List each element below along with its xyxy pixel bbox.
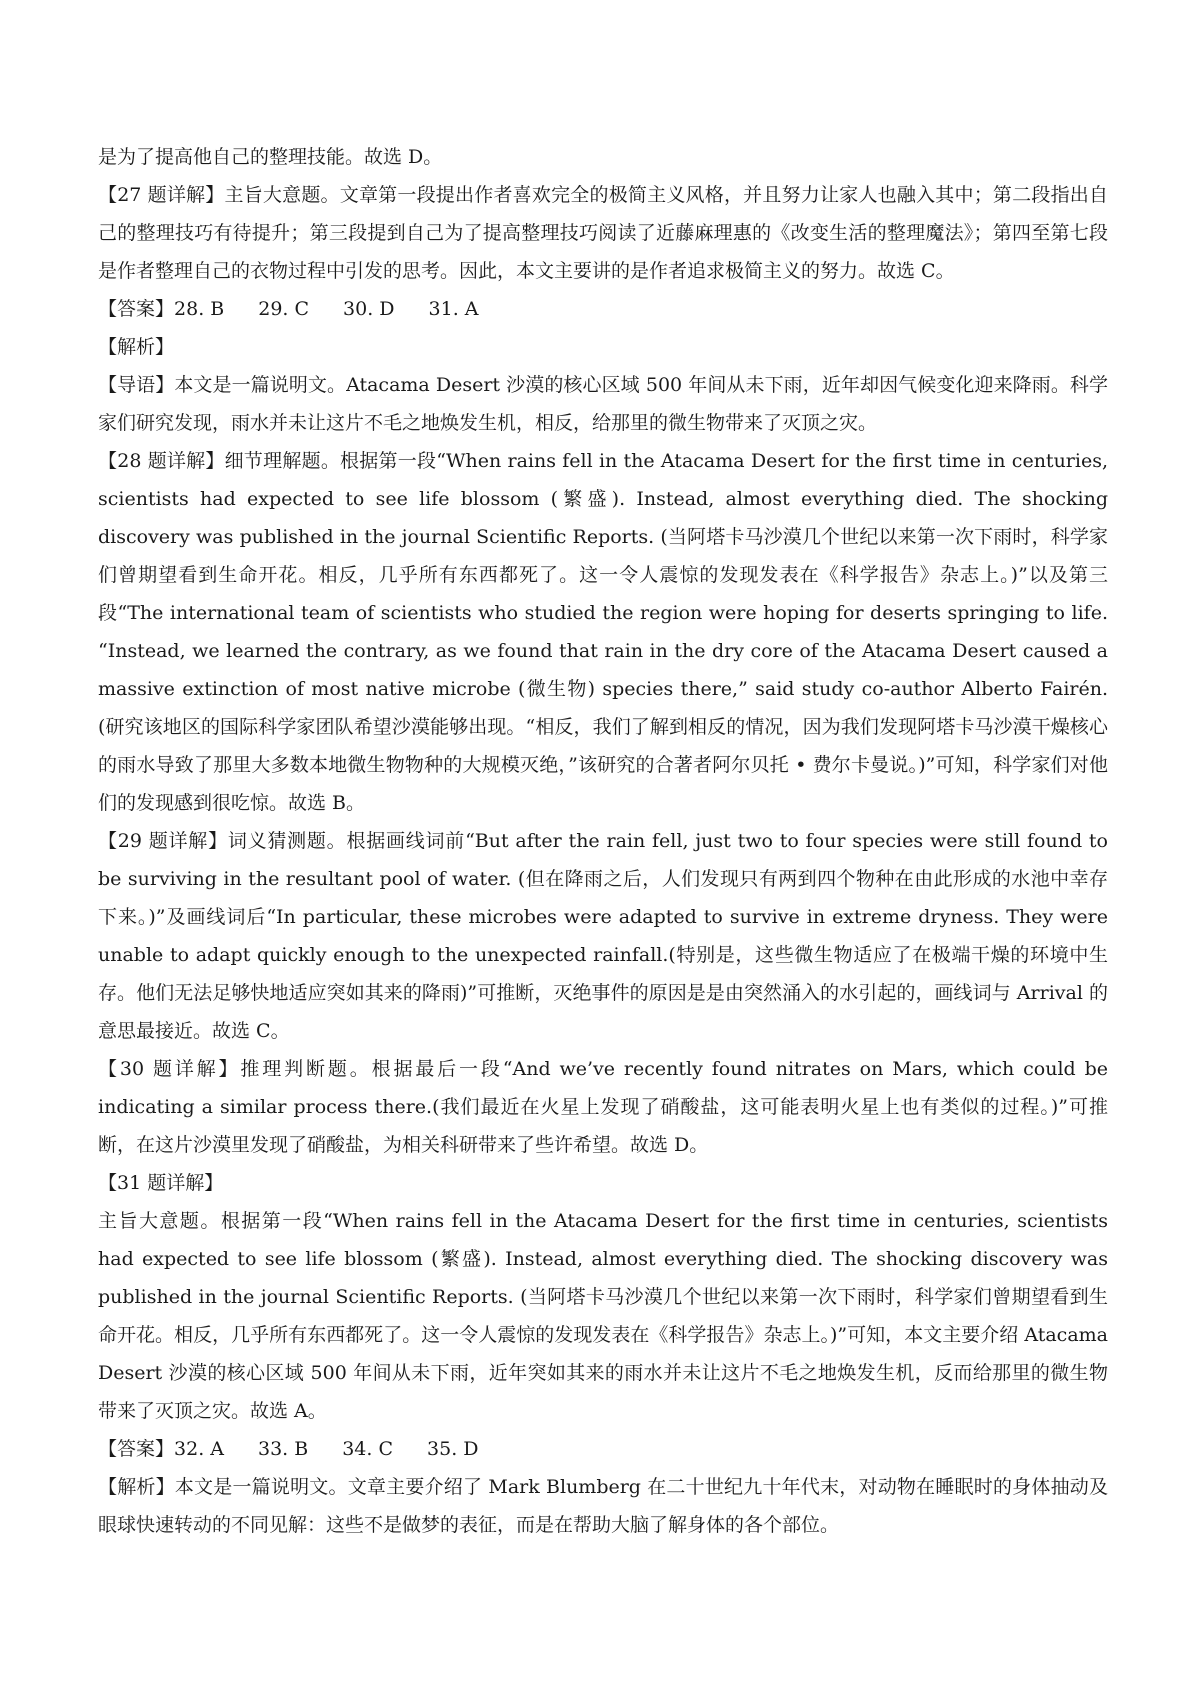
- answer-item: 31. A: [428, 298, 479, 320]
- answer-line-32-35: [98, 1430, 1108, 1468]
- answer-item: 30. D: [343, 298, 395, 320]
- answer-item: 35. D: [427, 1438, 479, 1460]
- paragraph-q28-explanation: 【28 题详解】细节理解题。根据第一段“When rains fell in the Atacama Desert for the first time in centuries, scientists had expected to see life blossom (繁盛). Instead, almost everything died. The shocking discovery was published in the journal Scientific Reports. (当阿塔卡马沙漠几个世纪以来第一次下雨时，科学家们曾期望看到生命开花。相反，几乎所有东西都死了。这一令人震惊的发现发表在《科学报告》杂志上。)”以及第三段“The international team of scientists who studied the region were hoping for deserts springing to life. “Instead, we learned the contrary, as we found that rain in the dry core of the Atacama Desert caused a massive extinction of most native microbe (微生物) species there,” said study co-author Alberto Fairén.(研究该地区的国际科学家团队希望沙漠能够出现。“相反，我们了解到相反的情况，因为我们发现阿塔卡马沙漠干燥核心的雨水导致了那里大多数本地微生物物种的大规模灭绝，”该研究的合著者阿尔贝托 • 费尔卡曼说。)”可知，科学家们对他们的发现感到很吃惊。故选 B。: [98, 450, 1108, 814]
- analysis-heading: 【解析】: [98, 336, 175, 358]
- answer-prefix: 【答案】: [98, 298, 175, 320]
- answer-line-28-31: [98, 290, 1108, 328]
- paragraph-continuation: 是为了提高他自己的整理技能。故选 D。: [98, 146, 443, 168]
- paragraph-q29-explanation: 【29 题详解】词义猜测题。根据画线词前“But after the rain fell, just two to four species were still found to be surviving in the resultant pool of water. (但在降雨之后，人们发现只有两到四个物种在由此形成的水池中幸存下来。)”及画线词后“In particular, these microbes were adapted to survive in extreme dryness. They were unable to adapt quickly enough to the unexpected rainfall.(特别是，这些微生物适应了在极端干燥的环境中生存。他们无法足够快地适应突如其来的降雨)”可推断，灭绝事件的原因是是由突然涌入的水引起的，画线词与 Arrival 的意思最接近。故选 C。: [98, 830, 1108, 1042]
- answer-prefix: 【答案】: [98, 1438, 175, 1460]
- answer-item: 34. C: [342, 1438, 394, 1460]
- paragraph-q31-explanation: 主旨大意题。根据第一段“When rains fell in the Atacama Desert for the first time in centuries, scientists had expected to see life blossom (繁盛). Instead, almost everything died. The shocking discovery was published in the journal Scientific Reports. (当阿塔卡马沙漠几个世纪以来第一次下雨时，科学家们曾期望看到生命开花。相反，几乎所有东西都死了。这一令人震惊的发现发表在《科学报告》杂志上。)”可知，本文主要介绍 Atacama Desert 沙漠的核心区域 500 年间从未下雨，近年突如其来的雨水并未让这片不毛之地焕发生机，反而给那里的微生物带来了灭顶之灾。故选 A。: [98, 1210, 1108, 1422]
- paragraph-q30-explanation: 【30 题详解】推理判断题。根据最后一段“And we’ve recently found nitrates on Mars, which could be indicating a similar process there.(我们最近在火星上发现了硝酸盐，这可能表明火星上也有类似的过程。)”可推断，在这片沙漠里发现了硝酸盐，为相关科研带来了些许希望。故选 D。: [98, 1058, 1108, 1156]
- paragraph-q27-explanation: 【27 题详解】主旨大意题。文章第一段提出作者喜欢完全的极简主义风格，并且努力让家人也融入其中；第二段指出自己的整理技巧有待提升；第三段提到自己为了提高整理技巧阅读了近藤麻理惠的《改变生活的整理魔法》；第四至第七段是作者整理自己的衣物过程中引发的思考。因此，本文主要讲的是作者追求极简主义的努力。故选 C。: [98, 184, 1108, 282]
- paragraph-final-analysis: 【解析】本文是一篇说明文。文章主要介绍了 Mark Blumberg 在二十世纪九十年代末，对动物在睡眠时的身体抽动及眼球快速转动的不同见解：这些不是做梦的表征，而是在帮助大脑了解身体的各个部位。: [98, 1476, 1108, 1536]
- answer-item: 28. B: [174, 298, 225, 320]
- answer-item: 33. B: [258, 1438, 309, 1460]
- answer-item: 32. A: [174, 1438, 224, 1460]
- paragraph-q31-heading: 【31 题详解】: [98, 1172, 224, 1194]
- answer-item: 29. C: [258, 298, 310, 320]
- paragraph-intro: 【导语】本文是一篇说明文。Atacama Desert 沙漠的核心区域 500 年间从未下雨，近年却因气候变化迎来降雨。科学家们研究发现，雨水并未让这片不毛之地焕发生机，相反，给那里的微生物带来了灭顶之灾。: [98, 374, 1108, 434]
